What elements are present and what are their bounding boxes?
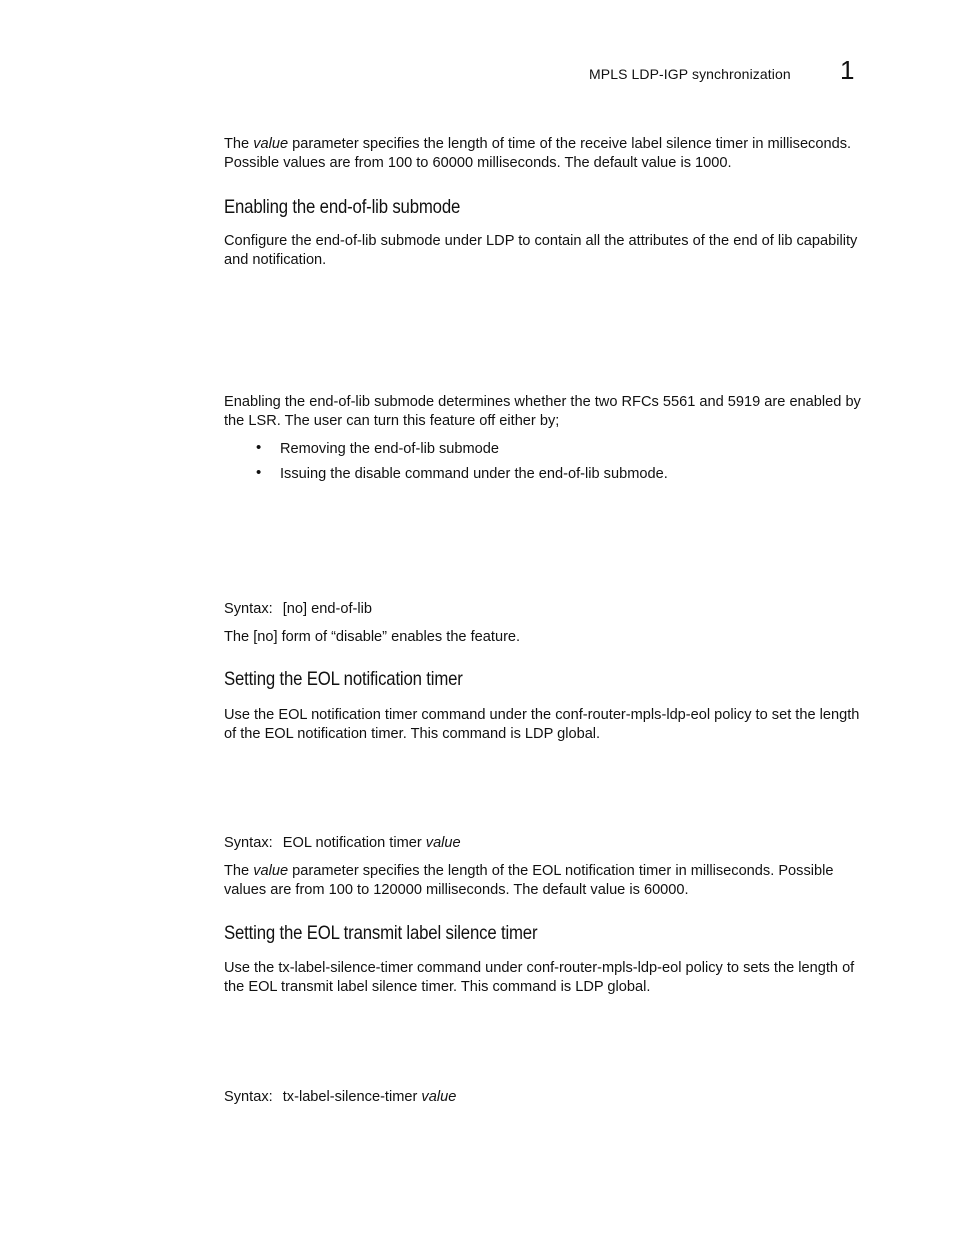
intro-line-2: Possible values are from 100 to 60000 milliseconds. The default value is 1000. (224, 154, 732, 171)
section1-note (224, 628, 872, 647)
intro-paragraph (224, 135, 872, 172)
syntax-argument: value (425, 835, 461, 851)
section1-p1-line1: Configure the end-of-lib submode under LDP to contain all the attributes of the end of lib capability (224, 233, 858, 249)
section1-p2-line2: the LSR. The user can turn this feature off either by; (224, 412, 560, 429)
section-heading-eol-notification-timer: Setting the EOL notification timer (224, 668, 463, 690)
section1-note-text: The [no] form of “disable” enables the feature. (224, 629, 521, 645)
section1-p1-line2: and notification. (224, 251, 327, 268)
section2-p1-line1: Use the EOL notification timer command under the conf-router-mpls-ldp-eol policy to set the length (224, 707, 860, 723)
section2-p2-prefix: The (224, 863, 250, 879)
syntax-command: EOL notification timer (282, 835, 422, 851)
section2-p2-line1 (224, 862, 872, 881)
syntax-end-of-lib (224, 600, 872, 618)
section-heading-eol-transmit-label-silence-timer: Setting the EOL transmit label silence timer (224, 922, 538, 944)
bullet-dot-icon: • (256, 464, 262, 481)
bullet-text: Issuing the disable command under the end-of-lib submode. (280, 466, 668, 482)
section3-p1-line1: Use the tx-label-silence-timer command under conf-router-mpls-ldp-eol policy to sets the length of (224, 960, 855, 976)
section2-paragraph-1 (224, 706, 872, 743)
bullet-dot-icon: • (256, 439, 262, 456)
section2-p2-value-word: value (253, 863, 289, 879)
section3-paragraph-1 (224, 959, 872, 996)
syntax-argument: value (421, 1089, 457, 1105)
syntax-command: tx-label-silence-timer (282, 1089, 418, 1105)
section2-p2-line2: values are from 100 to 120000 milliseconds. The default value is 60000. (224, 881, 689, 898)
intro-prefix: The (224, 136, 250, 152)
section-heading-end-of-lib: Enabling the end-of-lib submode (224, 196, 461, 218)
section3-p1-line2: the EOL transmit label silence timer. This command is LDP global. (224, 978, 651, 995)
syntax-eol-notification-timer (224, 834, 872, 852)
bullet-text: Removing the end-of-lib submode (280, 441, 500, 457)
section1-paragraph-2 (224, 393, 872, 430)
chapter-number: 1 (840, 55, 855, 85)
syntax-tx-label-silence-timer (224, 1088, 872, 1106)
intro-line-1 (224, 135, 872, 154)
syntax-label: Syntax: (224, 1089, 273, 1105)
section2-paragraph-2 (224, 862, 872, 899)
syntax-label: Syntax: (224, 601, 273, 617)
section2-p1-line2: of the EOL notification timer. This command is LDP global. (224, 725, 601, 742)
running-title: MPLS LDP-IGP synchronization (589, 66, 791, 82)
section2-p2-line1-rest: parameter specifies the length of the EOL notification timer in milliseconds. Possible (292, 863, 834, 879)
section1-paragraph-1 (224, 232, 872, 269)
intro-value-word: value (253, 136, 289, 152)
section1-p2-line1: Enabling the end-of-lib submode determines whether the two RFCs 5561 and 5919 are enabled by (224, 394, 861, 410)
intro-line1-rest: parameter specifies the length of time of the receive label silence timer in milliseconds. (292, 136, 852, 152)
syntax-command: [no] end-of-lib (282, 601, 372, 617)
syntax-label: Syntax: (224, 835, 273, 851)
